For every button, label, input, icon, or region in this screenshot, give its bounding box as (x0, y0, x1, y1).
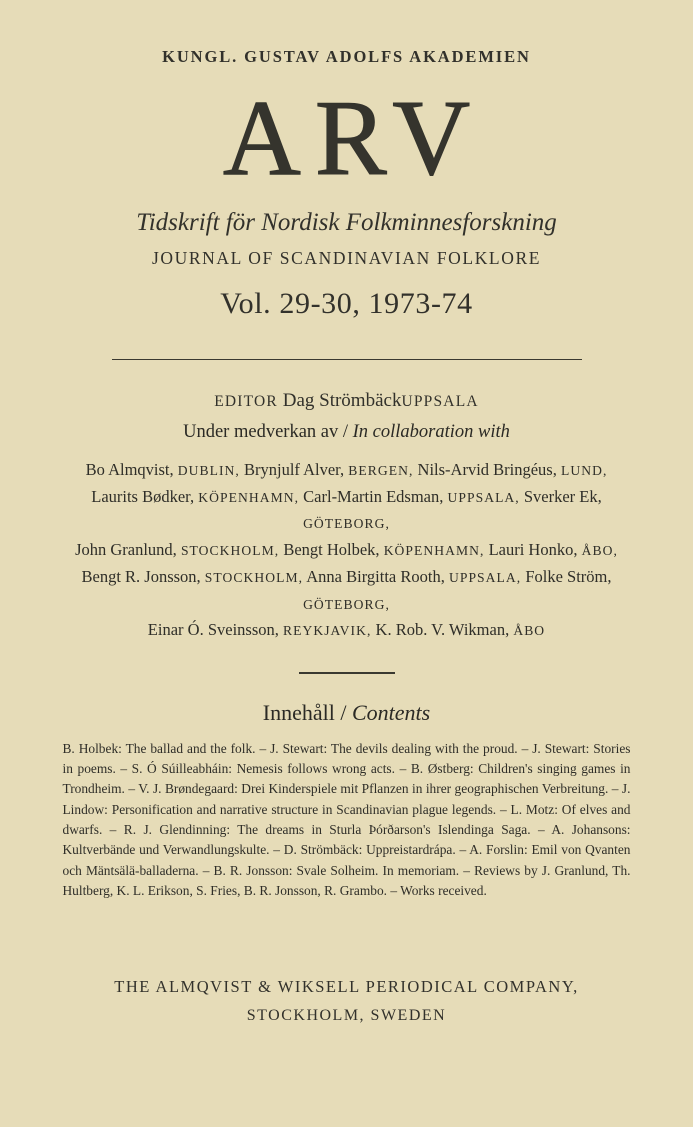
editor-city: UPPSALA (401, 393, 479, 410)
board-member-honko: Lauri Honko, (488, 540, 578, 560)
collaboration-english: In collaboration with (352, 422, 510, 442)
journal-title-wrap (62, 79, 631, 198)
board-member-ek: Sverker Ek, (523, 486, 602, 506)
board-city-stockholm-2: STOCKHOLM, (204, 569, 304, 585)
board-city-goteborg-2: GÖTEBORG, (303, 596, 390, 612)
board-member-jonsson: Bengt R. Jonsson, (81, 566, 201, 586)
board-line-5 (62, 617, 631, 644)
publisher-block (0, 977, 693, 1025)
board-city-abo-1: ÅBO, (581, 543, 618, 559)
editorial-board (62, 457, 631, 644)
board-line-1 (62, 457, 631, 484)
journal-title: ARV (222, 79, 485, 198)
publisher-name: THE ALMQVIST & WIKSELL PERIODICAL COMPANY, (114, 977, 579, 996)
publisher-city: STOCKHOLM, SWEDEN (246, 1007, 447, 1024)
board-city-uppsala-1: UPPSALA, (447, 489, 520, 505)
board-city-abo-2: ÅBO (513, 623, 546, 639)
divider-rule-mid (299, 672, 395, 674)
contents-heading-separator: / (340, 699, 347, 725)
board-line-2 (62, 484, 631, 537)
board-member-sveinsson: Einar Ó. Sveinsson, (147, 620, 279, 640)
contents-body: B. Holbek: The ballad and the folk. – J. Stewart: The devils dealing with the proud. – J. Stewart: Stories in poems. – S. Ó Súilleabháin: Nemesis follows wrong acts. – B. Østberg: Children's singing games in Trondheim. – V. J. Brøndegaard: Drei Kinderspiele mit Pflanzen in ihrer geographischen Verbreitung. – J. Lindow: Personification and narrative structure in Scandinavian plague legends. – L. Motz: Of elves and dwarfs. – R. J. Glendinning: The dreams in Sturla Þórðarson's Islendinga Saga. – A. Johansons: Kultverbände und Verwandlungskulte. – D. Strömbäck: Uppreistardrápa. – A. Forslin: Emil von Qvanten och Mäntsälä-balladerna. – B. R. Jonsson: Svale Solheim. In memoriam. – Reviews by J. Granlund, Th. Hultberg, K. L. Erikson, S. Fries, B. R. Jonsson, R. Grambo. – Works received. (62, 740, 631, 899)
contents-heading (62, 700, 631, 726)
board-city-reykjavik: REYKJAVIK, (283, 623, 372, 639)
collaboration-swedish: Under medverkan av (183, 422, 339, 442)
board-line-4 (62, 564, 631, 617)
board-city-lund: LUND, (560, 463, 608, 478)
subtitle-swedish: Tidskrift för Nordisk Folkminnesforskning (136, 209, 557, 236)
contents-heading-swedish: Innehåll (262, 699, 335, 725)
board-city-stockholm-1: STOCKHOLM, (180, 543, 280, 559)
board-city-bergen: BERGEN, (348, 463, 414, 478)
contents-heading-english: Contents (351, 699, 431, 725)
board-member-strom: Folke Ström, (525, 566, 612, 586)
board-member-edsman: Carl-Martin Edsman, (303, 486, 444, 506)
collaboration-separator: / (342, 422, 349, 442)
board-city-dublin: DUBLIN, (177, 463, 240, 478)
editor-name: Dag Strömbäck (282, 390, 402, 411)
editor-line (62, 390, 631, 412)
volume-line: Vol. 29-30, 1973-74 (220, 287, 473, 320)
editor-label: EDITOR (214, 393, 278, 410)
academy-line: KUNGL. GUSTAV ADOLFS AKADEMIEN (162, 47, 531, 66)
board-line-3 (62, 537, 631, 564)
board-member-bringeus: Nils-Arvid Bringéus, (417, 460, 557, 479)
board-member-granlund: John Granlund, (75, 540, 177, 560)
board-city-goteborg-1: GÖTEBORG, (303, 516, 390, 532)
board-city-kopenhamn-2: KÖPENHAMN, (383, 543, 485, 559)
board-city-uppsala-2: UPPSALA, (448, 569, 522, 585)
board-member-rooth: Anna Birgitta Rooth, (306, 566, 445, 586)
board-member-bodker: Laurits Bødker, (91, 486, 195, 506)
board-city-kopenhamn-1: KÖPENHAMN, (198, 489, 300, 505)
board-member-holbek: Bengt Holbek, (283, 540, 380, 560)
divider-rule-top (112, 359, 582, 360)
cover-page (0, 47, 693, 1127)
board-member-alver: Brynjulf Alver, (243, 460, 345, 479)
board-member-wikman: K. Rob. V. Wikman, (375, 620, 510, 640)
subtitle-english: JOURNAL OF SCANDINAVIAN FOLKLORE (151, 248, 542, 268)
board-member-almqvist: Bo Almqvist, (85, 460, 174, 479)
collaboration-line (62, 422, 631, 443)
